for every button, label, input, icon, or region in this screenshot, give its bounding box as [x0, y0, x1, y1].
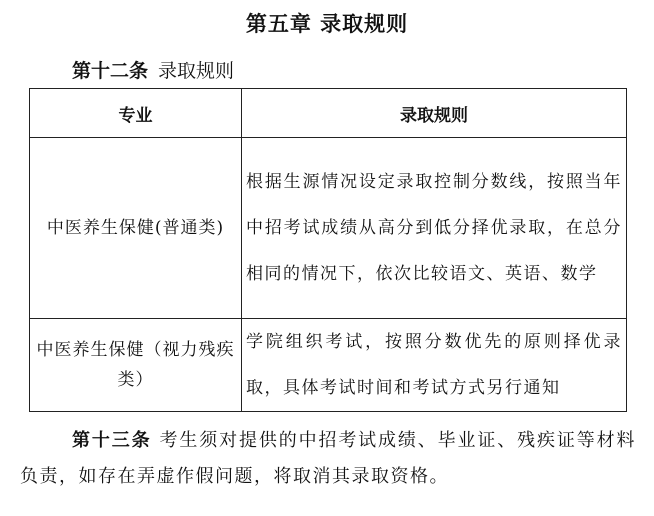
- table-row: [30, 138, 627, 319]
- table-row: [30, 319, 627, 412]
- rule-cell: 学院组织考试，按照分数优先的原则择优录取，具体考试时间和考试方式另行通知: [242, 319, 627, 412]
- article-13-number: 第十三条: [72, 430, 152, 451]
- table-header-row: [30, 89, 627, 138]
- admission-rules-table: [29, 88, 627, 412]
- major-cell: 中医养生保健(普通类): [30, 138, 242, 319]
- chapter-title: 第五章 录取规则: [245, 12, 409, 36]
- rule-cell: 根据生源情况设定录取控制分数线，按照当年中招考试成绩从高分到低分择优录取，在总分相同的情况下，依次比较语文、英语、数学: [242, 138, 627, 319]
- article-12-number: 第十二条: [72, 60, 149, 82]
- article-12-title: 录取规则: [158, 60, 235, 82]
- article-12-heading: [72, 56, 234, 83]
- major-cell: 中医养生保健（视力残疾类）: [30, 319, 242, 412]
- column-header-major: 专业: [30, 89, 242, 138]
- article-13-text: 考生须对提供的中招考试成绩、毕业证、残疾证等材料负责，如存在弄虚作假问题，将取消其录取资格。: [20, 430, 637, 487]
- column-header-rule: 录取规则: [242, 89, 627, 138]
- article-13-paragraph: [20, 423, 636, 495]
